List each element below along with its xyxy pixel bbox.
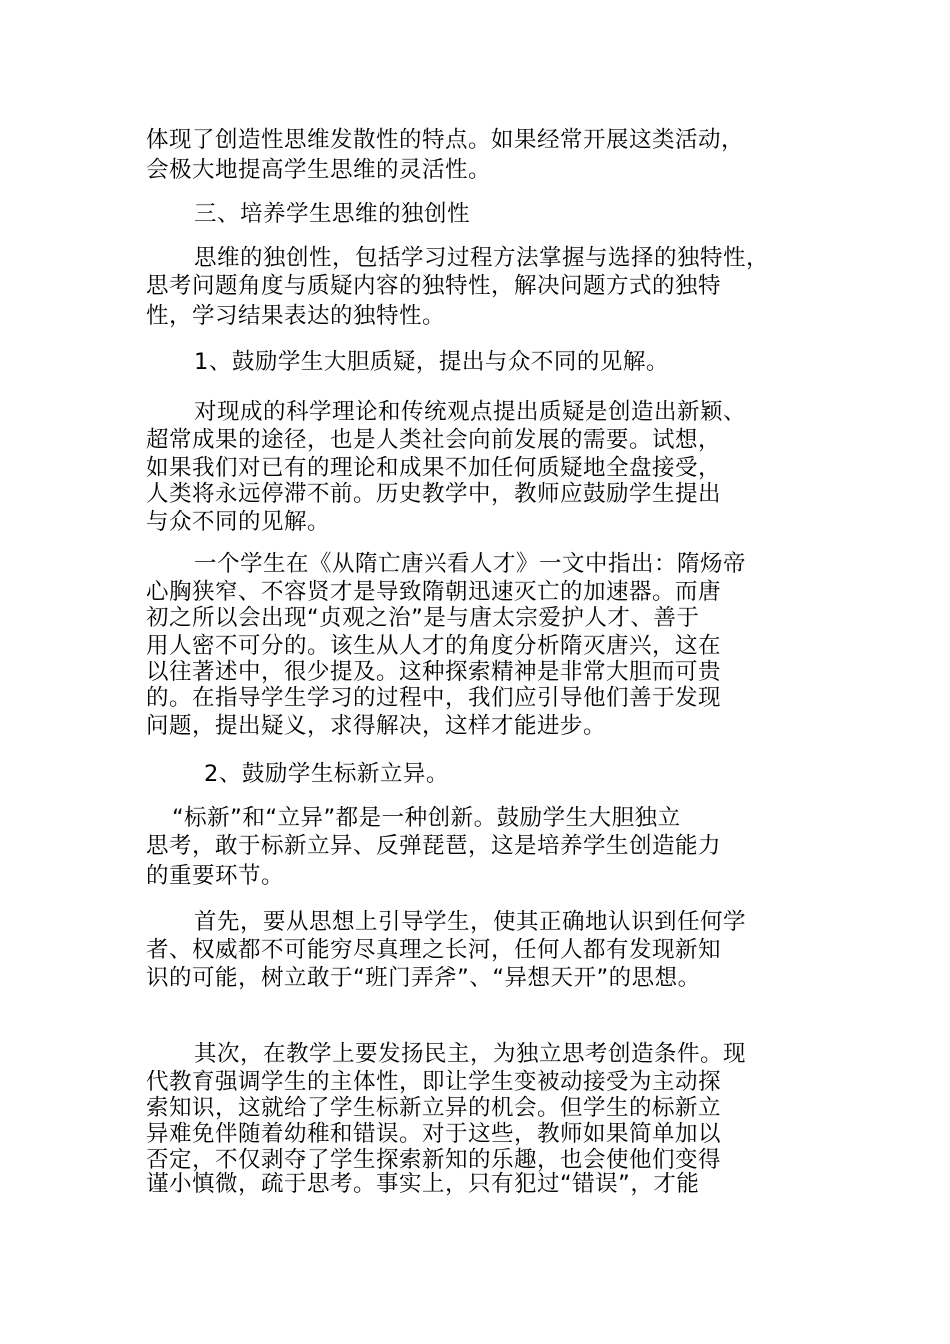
text-line: 识的可能，树立敢于“班门弄斧”、“异想天开”的思想。 (146, 965, 701, 991)
text-line: 谨小慎微，疏于思考。事实上，只有犯过“错误”，才能 (146, 1171, 700, 1197)
text-line: “标新”和“立异”都是一种创新。鼓励学生大胆独立 (172, 805, 681, 831)
subsection-heading: 1、鼓励学生大胆质疑，提出与众不同的见解。 (194, 349, 669, 375)
text-line: 一个学生在《从隋亡唐兴看人才》一文中指出：隋炀帝 (194, 551, 747, 577)
text-line: 异难免伴随着幼稚和错误。对于这些，教师如果简单加以 (146, 1121, 722, 1147)
text-line: 思考问题角度与质疑内容的独特性，解决问题方式的独特 (146, 273, 722, 299)
text-line: 对现成的科学理论和传统观点提出质疑是创造出新颖、 (194, 399, 747, 425)
text-line: 索知识，这就给了学生标新立异的机会。但学生的标新立 (146, 1095, 722, 1121)
text-line: 体现了创造性思维发散性的特点。如果经常开展这类活动， (146, 127, 745, 153)
text-line: 初之所以会出现“贞观之治”是与唐太宗爱护人才、善于 (146, 605, 700, 631)
text-line: 其次，在教学上要发扬民主，为独立思考创造条件。现 (194, 1041, 747, 1067)
text-line: 超常成果的途径，也是人类社会向前发展的需要。试想， (146, 427, 722, 453)
text-line: 的重要环节。 (146, 863, 285, 889)
text-line: 如果我们对已有的理论和成果不加任何质疑地全盘接受， (146, 455, 722, 481)
text-line: 思考，敢于标新立异、反弹琵琶，这是培养学生创造能力 (146, 833, 722, 859)
section-heading: 三、培养学生思维的独创性 (194, 201, 471, 227)
text-line: 问题，提出疑义，求得解决，这样才能进步。 (146, 713, 607, 739)
text-line: 用人密不可分的。该生从人才的角度分析隋灭唐兴，这在 (146, 633, 722, 659)
text-line: 否定，不仅剥夺了学生探索新知的乐趣，也会使他们变得 (146, 1147, 722, 1173)
text-line: 性，学习结果表达的独特性。 (146, 303, 446, 329)
text-line: 会极大地提高学生思维的灵活性。 (146, 157, 492, 183)
text-line: 代教育强调学生的主体性，即让学生变被动接受为主动探 (146, 1069, 722, 1095)
text-line: 的。在指导学生学习的过程中，我们应引导他们善于发现 (146, 685, 722, 711)
text-line: 者、权威都不可能穷尽真理之长河，任何人都有发现新知 (146, 937, 722, 963)
text-line: 与众不同的见解。 (146, 509, 331, 535)
text-line: 首先，要从思想上引导学生，使其正确地认识到任何学 (194, 909, 747, 935)
text-line: 思维的独创性，包括学习过程方法掌握与选择的独特性， (194, 245, 770, 271)
text-line: 以往著述中，很少提及。这种探索精神是非常大胆而可贵 (146, 659, 722, 685)
text-line: 人类将永远停滞不前。历史教学中，教师应鼓励学生提出 (146, 481, 722, 507)
text-line: 心胸狭窄、不容贤才是导致隋朝迅速灭亡的加速器。而唐 (146, 579, 722, 605)
subsection-heading: 2、鼓励学生标新立异。 (204, 761, 449, 787)
